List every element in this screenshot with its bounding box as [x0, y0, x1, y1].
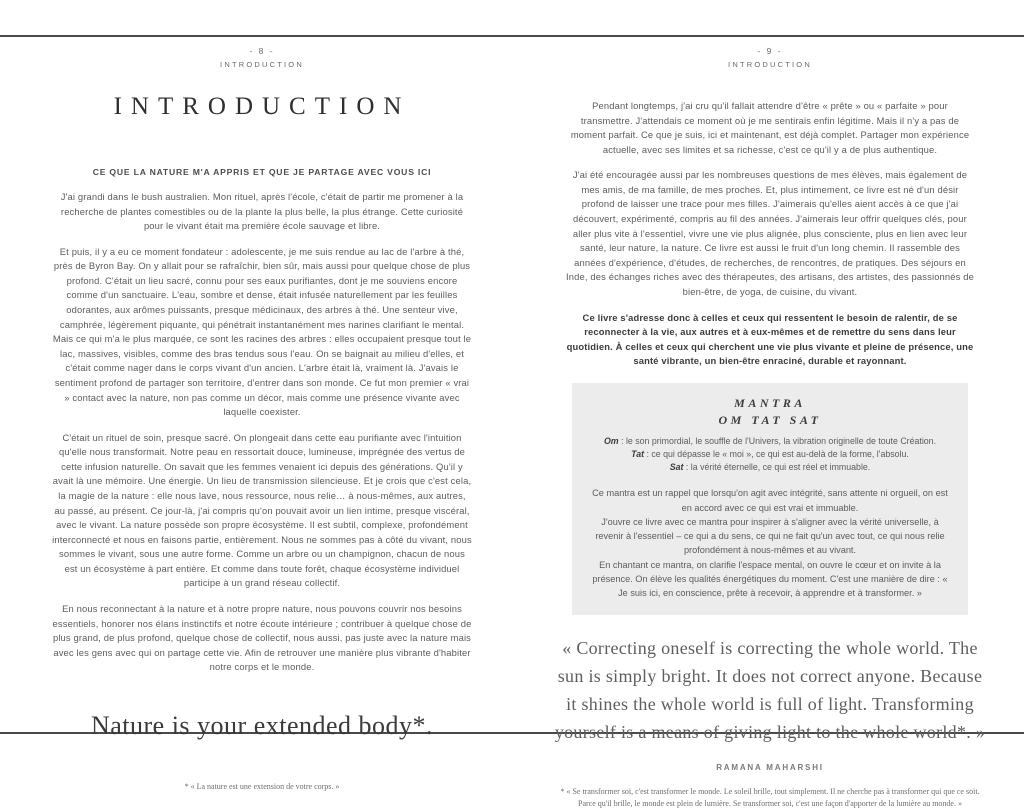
right-paragraph-2: J'ai été encouragée aussi par les nombreuses questions de mes élèves, mais également de mes amis, de ma famille, de mes proches. Et, plus intimement, ce livre est né d'un désir profond de laisser une trace pour mes filles. J'aimerais qu'elles aient accès à ce que j'ai découvert, expérimenté, compris au fil des années. J'aimerais leur offrir quelques clés, pour aller plus vite à l'essentiel, vivre une vie plus alignée, plus consciente, plus en lien avec leur santé, leur nature, la nature. Ce livre est aussi le fruit d'un long chemin. Il rassemble des années d'expérience, d'études, de recherches, de rencontres, de pratiques. Des séjours en Inde, des échanges riches avec des thérapeutes, des artisans, des artistes, des passionnés de bien-être, de yoga, de cuisine, du vivant.	[566, 169, 974, 297]
quote-attribution: RAMANA MAHARSHI	[716, 762, 824, 772]
right-paragraph-bold: Ce livre s'adresse donc à celles et ceux qui ressentent le besoin de ralentir, de se reconnecter à la vie, aux autres et à eux-mêmes et de remettre du sens dans leur quotidien. À celles et ceux qui cherchent une vie plus vivante et pleine de présence, une santé vibrante, un bien-être enraciné, durable et rayonnant.	[566, 311, 974, 367]
mantra-body-line-3: En chantant ce mantra, on clarifie l'espace mental, on ouvre le cœur et on invite à la présence. On élève les qualités énergétiques du moment. C'est une manière de dire : « Je suis ici, en conscience, prête à recevoir, à apprendre et à transformer. »	[592, 559, 948, 599]
page-number-right: - 9 -	[757, 46, 783, 56]
running-head-right: INTRODUCTION	[728, 60, 812, 69]
mantra-term-tat: Tat	[631, 449, 645, 460]
mantra-body-line-2: J'ouvre ce livre avec ce mantra pour inspirer à s'aligner avec la vérité universelle, à revenir à l'essentiel – ce qui a du sens, ce qui ne fait qu'un avec tout, ce qui nous relie profondément à nous-mêmes et au vivant.	[595, 516, 945, 556]
page-number-left: - 8 -	[249, 46, 275, 56]
mantra-body	[588, 486, 952, 600]
footnote-left: * « La nature est une extension de votre corps. »	[184, 781, 340, 791]
mantra-term-om: Om	[603, 435, 619, 446]
mantra-box	[572, 383, 968, 616]
mantra-text-tat: : ce qui dépasse le « moi », ce qui est au-delà de la forme, l'absolu.	[644, 449, 909, 460]
mantra-text-om: : le son primordial, le souffle de l'Univers, la vibration originelle de toute Création.	[618, 435, 937, 446]
chapter-subtitle: CE QUE LA NATURE M'A APPRIS ET QUE JE PARTAGE AVEC VOUS ICI	[92, 167, 432, 177]
mantra-subtitle: OM TAT SAT	[718, 412, 822, 427]
left-page	[38, 46, 486, 793]
footnote-right: * « Se transformer soi, c'est transformer le monde. Le soleil brille, tout simplement. Il ne cherche pas à transformer qui que ce soit. Parce qu'il brille, le monde est plein de lumière. Se transformer soi, c'est une façon d'apporter de la lumière au monde. »	[560, 786, 980, 808]
mantra-term-sat: Sat	[669, 462, 684, 473]
pull-quote: Nature is your extended body*.	[90, 710, 434, 740]
chapter-title: INTRODUCTION	[113, 93, 411, 120]
left-paragraph-3: C'était un rituel de soin, presque sacré. On plongeait dans cette eau purifiante avec l'intuition qu'elle nous transformait. Notre peau en ressortait douce, lumineuse, imprégnée des vertus de cette infusion naturelle. On savait que les femmes venaient ici depuis des générations. Qu'il y avait là une mémoire. Une énergie. Un lieu de transmission silencieuse. Et je crois que c'est cela, la magie de la nature : elle nous lave, nous ressource, nous relie… à nous-mêmes, aux autres, au passé, au présent. Ce jour-là, j'ai compris qu'on pouvait avoir un lien intime, presque viscéral, avec le vivant. La nature possède son propre écosystème. Il est subtil, complexe, profondément interconnecté et nous en faisons partie, entièrement. Nous ne sommes pas à côté du vivant, nous sommes le vivant, sous une autre forme. Comme un arbre ou un champignon, chacun de nous est un écosystème à part entière. Et comme dans toute forêt, chaque écosystème individuel participe à un grand réseau collectif.	[52, 431, 472, 589]
mantra-definition-tat	[588, 448, 952, 461]
mantra-title: MANTRA	[734, 395, 806, 410]
left-paragraph-4: En nous reconnectant à la nature et à notre propre nature, nous pouvons couvrir nos besoins essentiels, honorer nos élans instinctifs et notre écoute intérieure ; contribuer à quelque chose de plus grand, de plus profond, quelque chose de collectif, nous aussi, pas juste avec la nature mais avec les gens avec qui on partage cette vie. Afin de retrouver une manière plus vibrante d'habiter notre corps et le monde.	[52, 603, 472, 673]
right-page	[552, 46, 988, 810]
book-edge-top	[0, 35, 1024, 37]
mantra-definition-sat	[588, 461, 952, 474]
right-paragraph-1: Pendant longtemps, j'ai cru qu'il fallait attendre d'être « prête » ou « parfaite » pour transmettre. J'attendais ce moment où je me sentirais enfin légitime. Mais il n'y a pas de moment parfait. Ce que je suis, ici et maintenant, est déjà complet. Partager mon expérience actuelle, avec ses limites et sa richesse, c'est ce qu'il y a de plus authentique.	[570, 100, 970, 155]
left-paragraph-1: J'ai grandi dans le bush australien. Mon rituel, après l'école, c'était de partir me promener à la recherche de plantes comestibles ou de la plante la plus belle, la plus étrange. Cette curiosité pour le vivant était ma première école sauvage et libre.	[60, 191, 464, 232]
left-paragraph-2: Et puis, il y a eu ce moment fondateur : adolescente, je me suis rendue au lac de l'arbre à thé, près de Byron Bay. On y allait pour se rafraîchir, bien sûr, mais aussi pour quelque chose de plus profond. C'était un lieu sacré, connu pour ses eaux purifiantes, dont je me souviens encore comme d'un sanctuaire. L'eau, sombre et dense, était infusée naturellement par les feuilles odorantes, aux arômes puissants, presque médicinaux, des arbres à thé. Une senteur vive, camphrée, légèrement piquante, qui pénétrait instantanément mes narines clarifiant le mental. Mais ce qui m'a le plus marquée, ce sont les racines des arbres : elles occupaient presque tout le lac, massives, visibles, comme des bras tendus sous l'eau. On se baignait au milieu d'elles, et c'était comme nager dans le corps vivant d'un ancien. L'arbre était là, vraiment là. J'avais le sentiment profond de partager son territoire, d'entrer dans son monde. Ce fut mon premier « vrai » contact avec la nature, non pas comme un décor, mais comme une présence vivante avec laquelle coexister.	[52, 245, 472, 418]
mantra-definitions	[588, 435, 952, 475]
ramana-quote: « Correcting oneself is correcting the whole world. The sun is simply bright. It does not correct anyone. Because it shines the whole world is full of light. Transforming yourself is a means of giving light to the whole world*. »	[554, 638, 986, 743]
mantra-body-line-1: Ce mantra est un rappel que lorsqu'on agit avec intégrité, sans attente ni orgueil, on est en accord avec ce qui est vrai et immuable.	[592, 488, 948, 513]
mantra-definition-om	[588, 435, 952, 448]
running-head-left: INTRODUCTION	[220, 60, 304, 69]
mantra-text-sat: : la vérité éternelle, ce qui est réel et immuable.	[683, 462, 871, 473]
